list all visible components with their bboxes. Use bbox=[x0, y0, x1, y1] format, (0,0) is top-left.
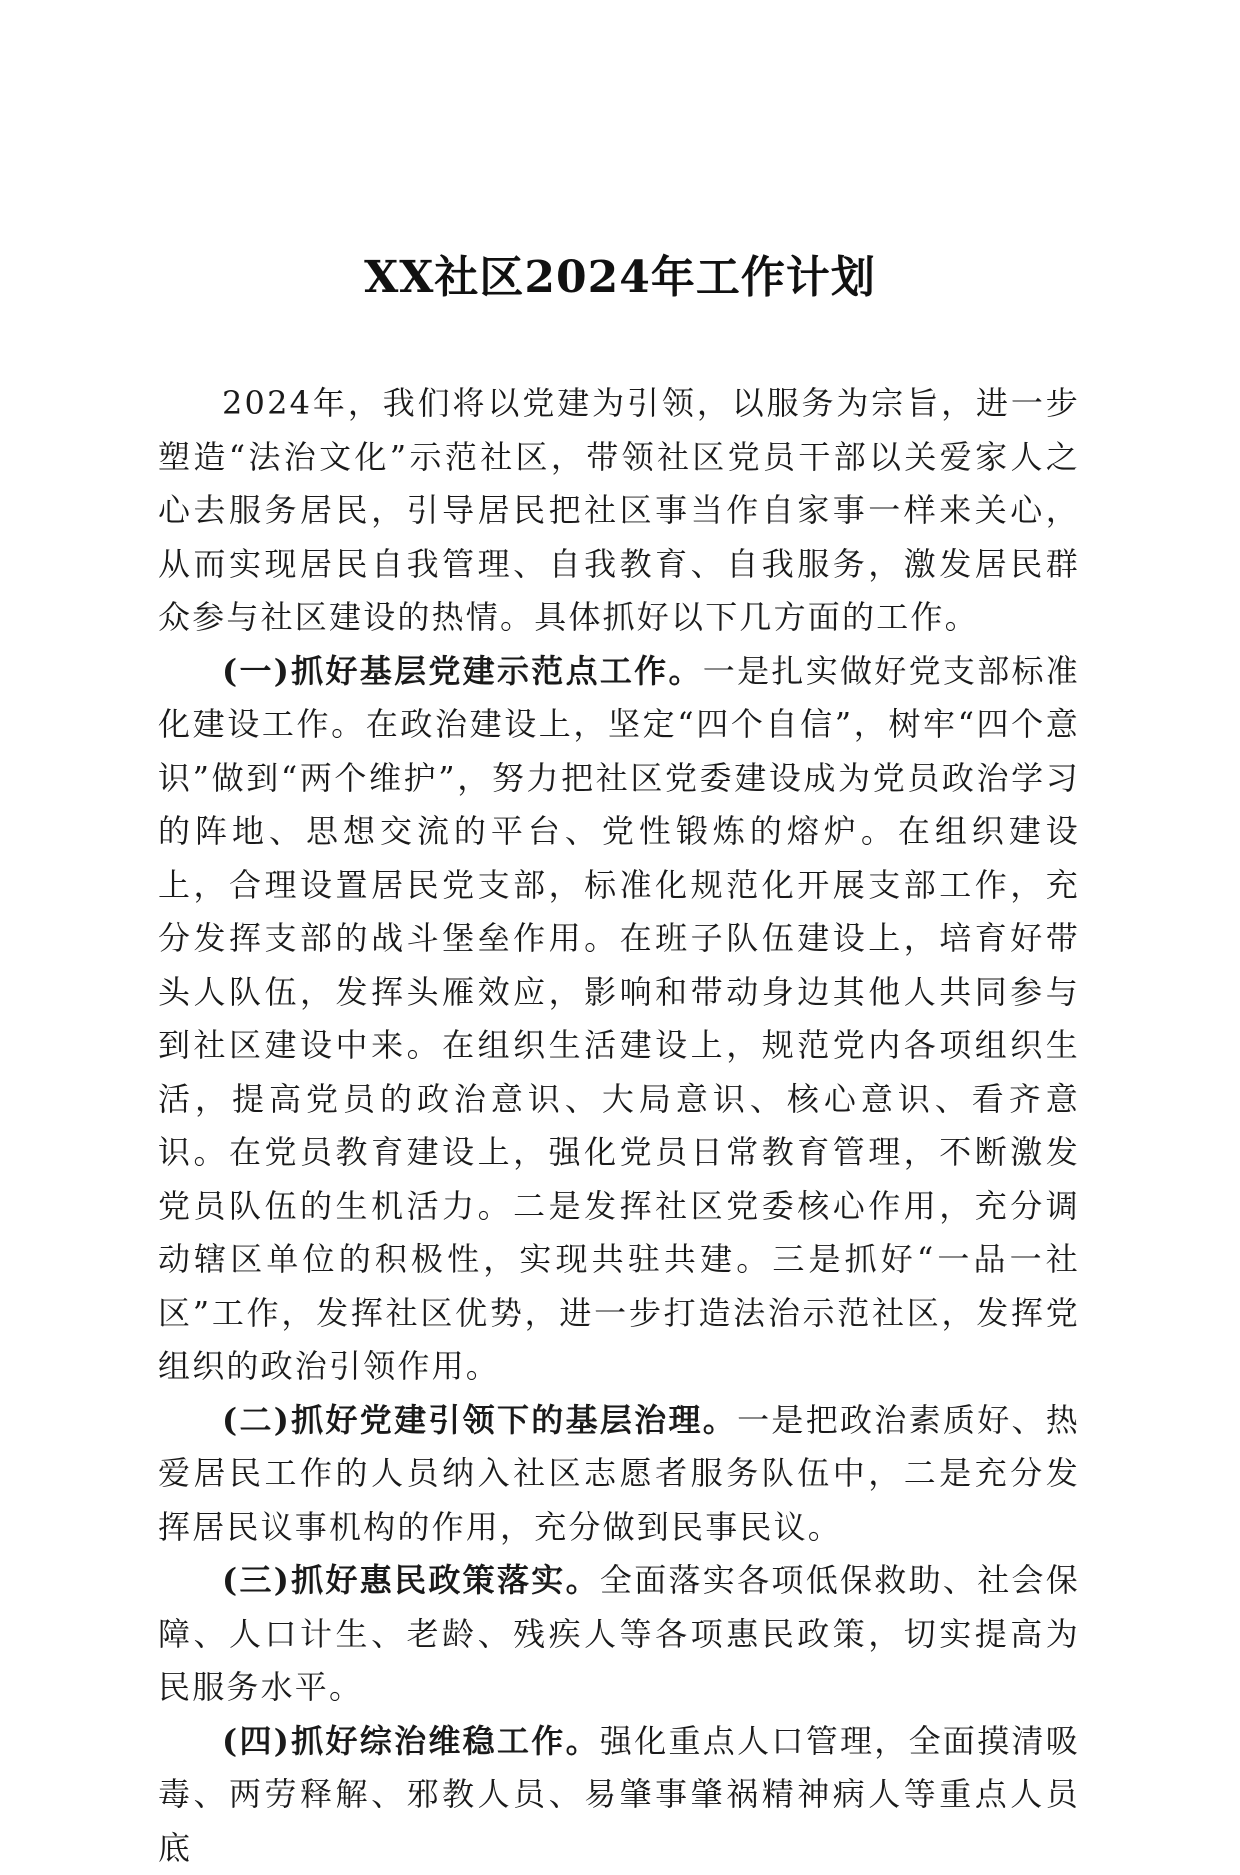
paragraph-section-4 bbox=[158, 1715, 1080, 1875]
section-heading: (一)抓好基层党建示范点工作。 bbox=[222, 652, 703, 690]
paragraph-section-3 bbox=[158, 1554, 1080, 1715]
paragraph-intro bbox=[158, 377, 1080, 645]
paragraph-section-1 bbox=[158, 645, 1080, 1394]
paragraph-text: 2024年，我们将以党建为引领，以服务为宗旨，进一步塑造“法治文化”示范社区，带领社区党员干部以关爱家人之心去服务居民，引导居民把社区事当作自家事一样来关心，从而实现居民自我管理、自我教育、自我服务，激发居民群众参与社区建设的热情。具体抓好以下几方面的工作。 bbox=[158, 384, 1080, 636]
document-body bbox=[158, 377, 1080, 1875]
paragraph-text: 强化重点人口管理，全面摸清吸毒、两劳释解、邪教人员、易肇事肇祸精神病人等重点人员底 bbox=[158, 1722, 1080, 1867]
document-title: XX社区2024年工作计划 bbox=[0, 248, 1240, 308]
paragraph-section-2 bbox=[158, 1394, 1080, 1555]
section-heading: (二)抓好党建引领下的基层治理。 bbox=[222, 1401, 737, 1439]
paragraph-text: 全面落实各项低保救助、社会保障、人口计生、老龄、残疾人等各项惠民政策，切实提高为民服务水平。 bbox=[158, 1561, 1080, 1706]
paragraph-text: 一是扎实做好党支部标准化建设工作。在政治建设上，坚定“四个自信”，树牢“四个意识”做到“两个维护”，努力把社区党委建设成为党员政治学习的阵地、思想交流的平台、党性锻炼的熔炉。在组织建设上，合理设置居民党支部，标准化规范化开展支部工作，充分发挥支部的战斗堡垒作用。在班子队伍建设上，培育好带头人队伍，发挥头雁效应，影响和带动身边其他人共同参与到社区建设中来。在组织生活建设上，规范党内各项组织生活，提高党员的政治意识、大局意识、核心意识、看齐意识。在党员教育建设上，强化党员日常教育管理，不断激发党员队伍的生机活力。二是发挥社区党委核心作用，充分调动辖区单位的积极性，实现共驻共建。三是抓好“一品一社区”工作，发挥社区优势，进一步打造法治示范社区，发挥党组织的政治引领作用。 bbox=[158, 652, 1080, 1386]
section-heading: (三)抓好惠民政策落实。 bbox=[222, 1561, 600, 1599]
paragraph-text: 一是把政治素质好、热爱居民工作的人员纳入社区志愿者服务队伍中，二是充分发挥居民议事机构的作用，充分做到民事民议。 bbox=[158, 1401, 1080, 1546]
section-heading: (四)抓好综治维稳工作。 bbox=[222, 1722, 600, 1760]
